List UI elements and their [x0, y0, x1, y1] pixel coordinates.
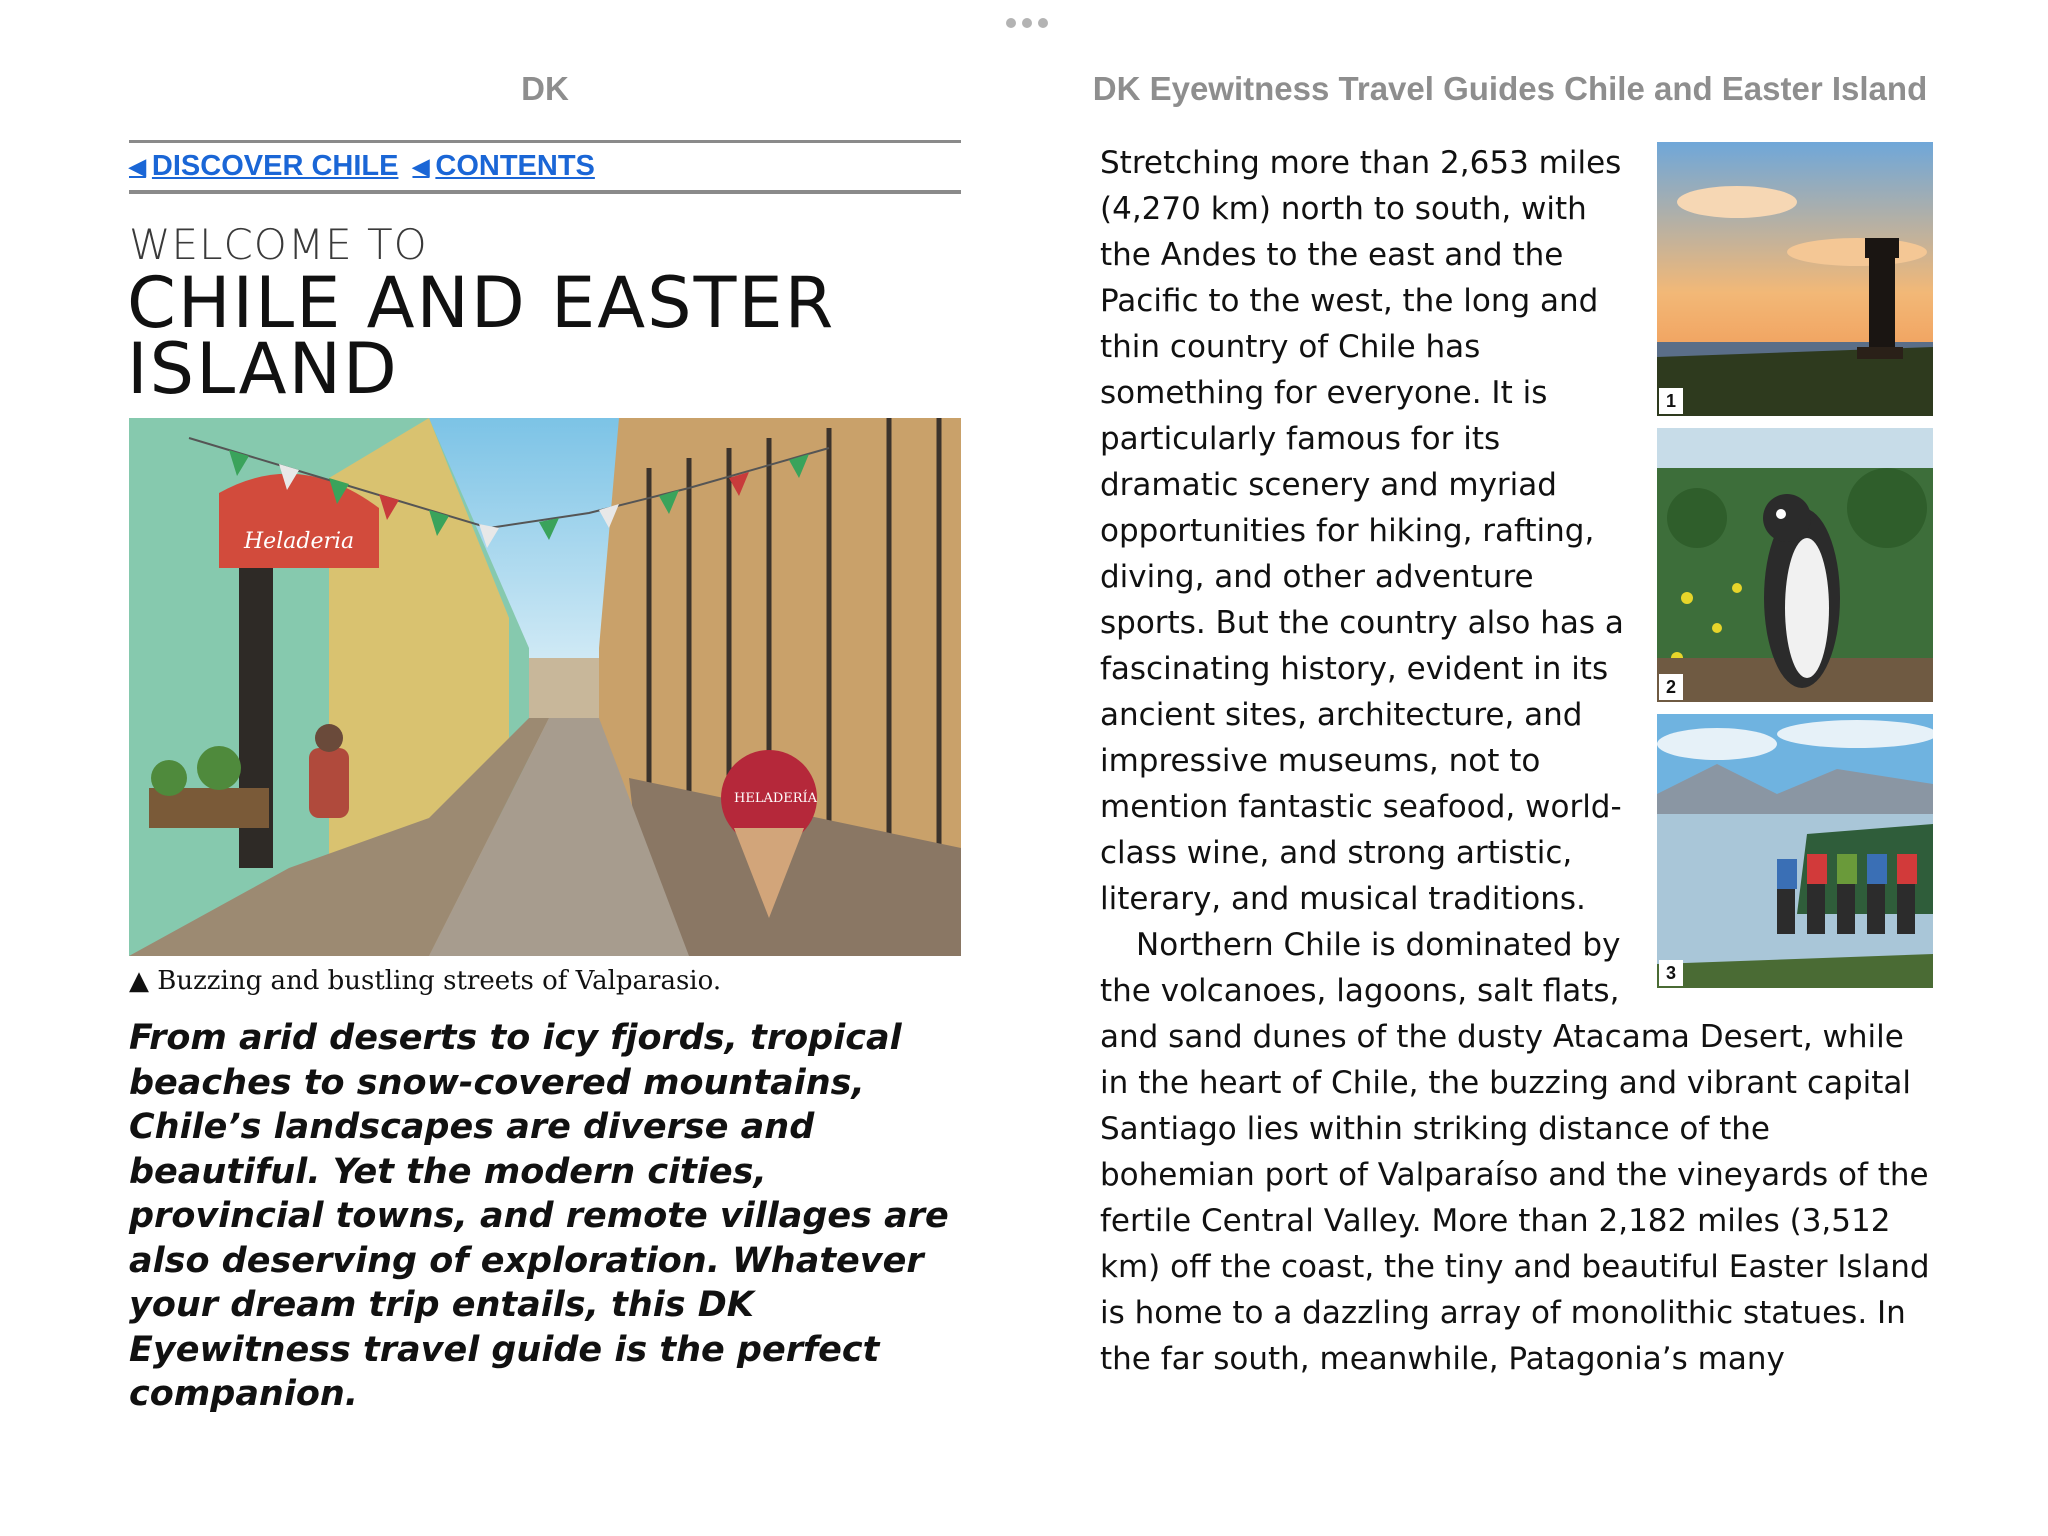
- contents-label: CONTENTS: [435, 150, 595, 182]
- thumb-number-3: 3: [1659, 960, 1683, 986]
- thumb-photo-moai-sunset: [1657, 142, 1933, 416]
- lead-paragraph: From arid deserts to icy fjords, tropical beaches to snow-covered mountains, Chile’s landscapes are diverse and beautiful. Yet the modern cities, provincial towns, and remote villages are also deserving of exploration. Whatever your dream trip entails, this DK Eyewitness travel guide is the perfect companion.: [129, 1018, 949, 1414]
- welcome-kicker: WELCOME TO: [129, 220, 428, 269]
- thumb-number-2: 2: [1659, 674, 1683, 700]
- discover-chile-link[interactable]: [129, 150, 398, 183]
- thumb-photo-penguin: [1657, 428, 1933, 702]
- triangle-left-icon: ◀: [412, 153, 430, 179]
- page-title: CHILE AND EASTER ISLAND: [127, 262, 836, 410]
- thumb-number-1: 1: [1659, 388, 1683, 414]
- body-paragraph-2: Northern Chile is dominated by the volcanoes, lagoons, salt flats, and sand dunes of the dusty Atacama Desert, while in the heart of Chile, the buzzing and vibrant capital Santiago lies within striking distance of the bohemian port of Valparaíso and the vineyards of the fertile Central Valley. More than 2,182 miles (3,512 km) off the coast, the tiny and beautiful Easter Island is home to a dazzling array of monolithic statues. In the far south, meanwhile, Patagonia’s many: [1100, 927, 1930, 1377]
- heladeria-sign2-text: HELADERÍA: [734, 791, 818, 806]
- more-dots-icon[interactable]: [1006, 18, 1048, 28]
- discover-chile-label: DISCOVER CHILE: [151, 150, 399, 182]
- triangle-left-icon: ◀: [129, 153, 146, 179]
- right-page-header: DK Eyewitness Travel Guides Chile and Easter Island: [1092, 70, 1928, 107]
- hero-caption: ▲ Buzzing and bustling streets of Valparasio.: [129, 966, 722, 996]
- chapter-nav-bar: [129, 140, 961, 194]
- left-page-header: DK: [521, 70, 569, 107]
- body-paragraph-1: Stretching more than 2,653 miles (4,270 km) north to south, with the Andes to the east and the Pacific to the west, the long and thin country of Chile has something for everyone. It is particularly famous for its dramatic scenery and myriad opportunities for hiking, rafting, diving, and other adventure sports. But the country also has a fascinating history, evident in its ancient sites, architecture, and impressive museums, not to mention fantastic seafood, world-class wine, and strong artistic, literary, and musical traditions.: [1100, 145, 1624, 917]
- contents-link[interactable]: [412, 150, 594, 183]
- hero-photo-valparaiso-street: [129, 418, 961, 956]
- thumb-photo-glacier-hikers: [1657, 714, 1933, 988]
- heladeria-sign-text: Heladeria: [244, 529, 355, 554]
